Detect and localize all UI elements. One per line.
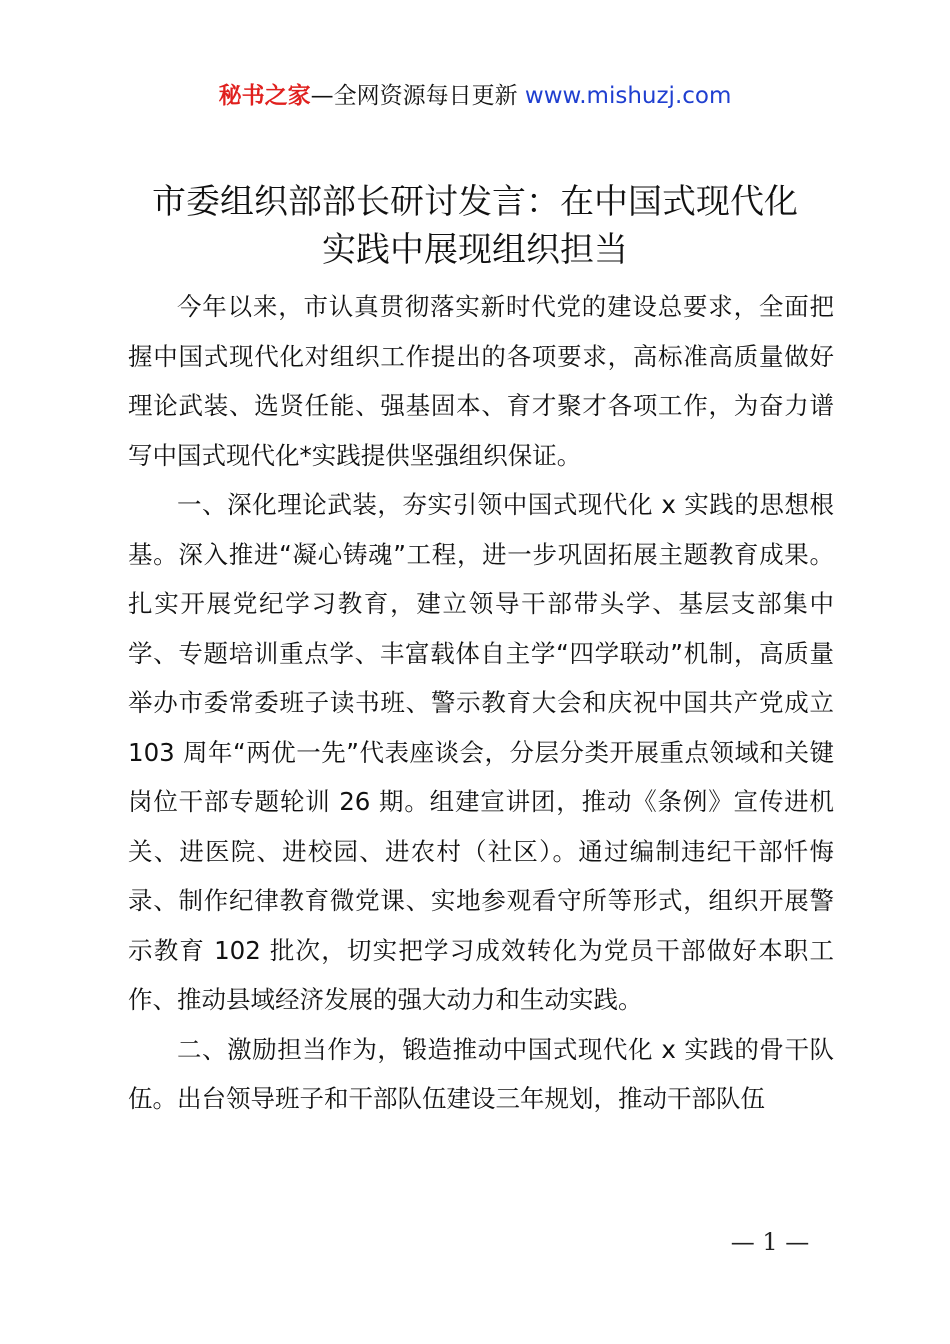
title-line-1: 市委组织部部长研讨发言：在中国式现代化 <box>152 182 798 222</box>
banner-slogan: 全网资源每日更新 <box>333 83 518 109</box>
paragraph-section-2: 二、激励担当作为，锻造推动中国式现代化 x 实践的骨干队伍。出台领导班子和干部队伍建设三年规划，推动干部队伍 <box>128 1034 834 1113</box>
page-number: — 1 — <box>730 1228 810 1256</box>
paragraph-intro: 今年以来，市认真贯彻落实新时代党的建设总要求，全面把握中国式现代化对组织工作提出的各项要求，高标准高质量做好理论武装、选贤任能、强基固本、育才聚才各项工作，为奋力谱写中国式现代化*实践提供坚强组织保证。 <box>128 292 834 470</box>
document-body <box>128 282 834 1124</box>
brand-name: 秘书之家 <box>218 83 311 109</box>
document-title <box>100 178 850 274</box>
site-banner <box>0 80 950 112</box>
title-line-2: 实践中展现组织担当 <box>322 230 628 270</box>
paragraph-section-1: 一、深化理论武装，夯实引领中国式现代化 x 实践的思想根基。深入推进“凝心铸魂”工程，进一步巩固拓展主题教育成果。扎实开展党纪学习教育，建立领导干部带头学、基层支部集中学、专题培训重点学、丰富载体自主学“四学联动”机制，高质量举办市委常委班子读书班、警示教育大会和庆祝中国共产党成立 103 周年“两优一先”代表座谈会，分层分类开展重点领域和关键岗位干部专题轮训 26 期。组建宣讲团，推动《条例》宣传进机关、进医院、进校园、进农村（社区）。通过编制违纪干部忏悔录、制作纪律教育微党课、实地参观看守所等形式，组织开展警示教育 102 批次，切实把学习成效转化为党员干部做好本职工作、推动县域经济发展的强大动力和生动实践。 <box>128 490 834 1014</box>
banner-dash: — <box>310 83 334 109</box>
site-url-link[interactable]: www.mishuzj.com <box>524 83 732 109</box>
